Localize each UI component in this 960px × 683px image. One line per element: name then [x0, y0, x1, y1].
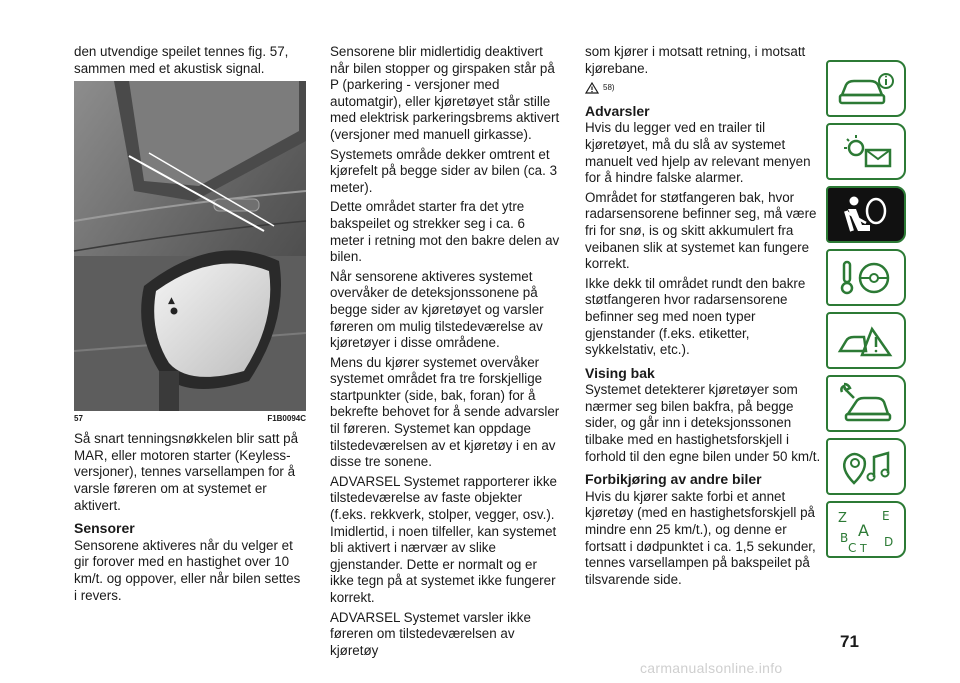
key-steering-wheel-icon [836, 258, 896, 298]
warning-paragraph: ADVARSEL Systemet rapporterer ikke tilstedeværelse av faste objekter (f.eks. rekkverk, stolper, vegger, osv.). Imidlertid, i noen tilfeller, kan systemet bli aktivert i nærvær av slike gjenstander. Dette er normalt og er ikke tegn på at systemet ikke fungerer korrekt. [330, 473, 557, 605]
mirror-illustration [74, 81, 306, 411]
wrench-car-icon [836, 384, 896, 424]
alphabet-index-icon [834, 508, 898, 555]
seat-airbag-icon [836, 193, 896, 237]
tab-starting-driving[interactable] [826, 249, 906, 306]
paragraph: Hvis du legger ved en trailer til kjøretøyet, må du slå av systemet manuelt ved hjelp av relevant menyen for å hindre falske alarmer. [585, 120, 811, 186]
paragraph-sensorer: Sensorene aktiveres når du velger et gir forover med en hastighet over 10 km/t. og oppover, eller når bilen settes i revers. [74, 537, 301, 603]
figure-code: F1B0094C [267, 414, 306, 424]
column-middle [330, 44, 562, 662]
column-left [74, 44, 306, 607]
figure-number: 57 [74, 414, 83, 424]
tab-multimedia[interactable] [826, 438, 906, 495]
warning-triangle-icon [585, 82, 599, 94]
index-letter: E [882, 508, 890, 523]
index-letter: C [848, 540, 857, 555]
intro-paragraph: som kjører i motsatt retning, i motsatt kjørebane. [585, 44, 806, 76]
heading-advarsler: Advarsler [585, 102, 650, 119]
paragraph-activation: Så snart tenningsnøkkelen blir satt på MAR, eller motoren starter (Keyless-versjoner), tennes varsellampen for å varsle føreren om at systemet er aktivert. [74, 431, 299, 513]
index-letter: A [858, 520, 869, 540]
heading-forbikjoring: Forbikjøring av andre biler [585, 471, 762, 488]
mirror-figure [74, 81, 306, 424]
paragraph: Systemets område dekker omtrent et kjørefelt på begge sider av bilen (ca. 3 meter). [330, 146, 558, 195]
paragraph: Systemet detekterer kjøretøyer som nærmer seg bilen bakfra, på begge sider, og går inn i deteksjonssonen tilbake med en hastighetsforskjell i forhold til den egne bilen under 50 km/t. [585, 382, 821, 464]
index-letter: D [884, 534, 894, 549]
chapter-tabs [826, 60, 906, 564]
intro-paragraph: den utvendige speilet tennes fig. 57, sammen med et akustisk signal. [74, 44, 289, 76]
warning-triangle-crash-icon [836, 321, 896, 361]
paragraph: Ikke dekk til området rundt den bakre støtfangeren hvor radarsensorene befinner seg med noen typer gjenstander (f.eks. etiketter, sykkelstativ, etc.). [585, 275, 806, 358]
car-info-icon [836, 69, 896, 109]
heading-vising-bak: Vising bak [585, 364, 655, 381]
tab-lights-messages[interactable] [826, 123, 906, 180]
page-number: 71 [840, 632, 859, 651]
index-letter: T [860, 541, 867, 555]
paragraph: Når sensorene aktiveres systemet overvåker de deteksjonssonene på begge sider av kjøretøyet og varsler føreren om mulig tilstedeværelse av kjøretøyer i disse områdene. [330, 268, 544, 351]
lights-message-icon [836, 132, 896, 172]
tab-safety[interactable] [826, 186, 906, 243]
paragraph: Området for støtfangeren bak, hvor radarsensorene befinner seg, må være fri for snø, is og skitt akkumulert fra veibanen slik at systemet kan fungere korrekt. [585, 189, 817, 272]
figure-caption [74, 411, 306, 423]
warning-paragraph: ADVARSEL Systemet varsler ikke føreren om tilstedeværelsen av kjøretøy [330, 609, 531, 658]
watermark: carmanualsonline.info [640, 660, 783, 676]
tab-emergency[interactable] [826, 312, 906, 369]
paragraph: Mens du kjører systemet overvåker systemet området fra tre forskjellige startpunkter (side, bak, foran) for å bekrefte behovet for å sende advarsler til føreren. Systemet kan oppdage tilstedeværelsen av et kjøretøy i en av disse tre sonene. [330, 354, 560, 470]
warning-reference-number: 58) [603, 83, 615, 93]
warning-reference [585, 80, 823, 97]
paragraph: Hvis du kjører sakte forbi et annet kjøretøy (med en hastighetsforskjell på mindre enn 25 km/t.), og denne er fortsatt i dødpunktet i ca. 1,5 sekunder, tennes varsellampen på bakspeilet på tilsvarende side. [585, 488, 816, 587]
heading-sensorer: Sensorer [74, 520, 135, 537]
column-right [585, 44, 823, 591]
index-letter: Z [838, 510, 847, 526]
svg-text:▲: ▲ [168, 296, 175, 307]
navigation-music-icon [836, 447, 896, 487]
index-letter: B [840, 530, 849, 545]
tab-car-info[interactable] [826, 60, 906, 117]
paragraph: Sensorene blir midlertidig deaktivert når bilen stopper og girspaken står på P (parkering - versjoner med automatgir), eller kjøretøyet står stille med elektrisk parkeringsbrems aktivert (versjoner med manuell girkasse). [330, 44, 560, 142]
tab-maintenance[interactable] [826, 375, 906, 432]
tab-index[interactable] [826, 501, 906, 558]
paragraph: Dette området starter fra det ytre bakspeilet og strekker seg i ca. 6 meter i retning mot den bakre delen av bilen. [330, 199, 560, 265]
